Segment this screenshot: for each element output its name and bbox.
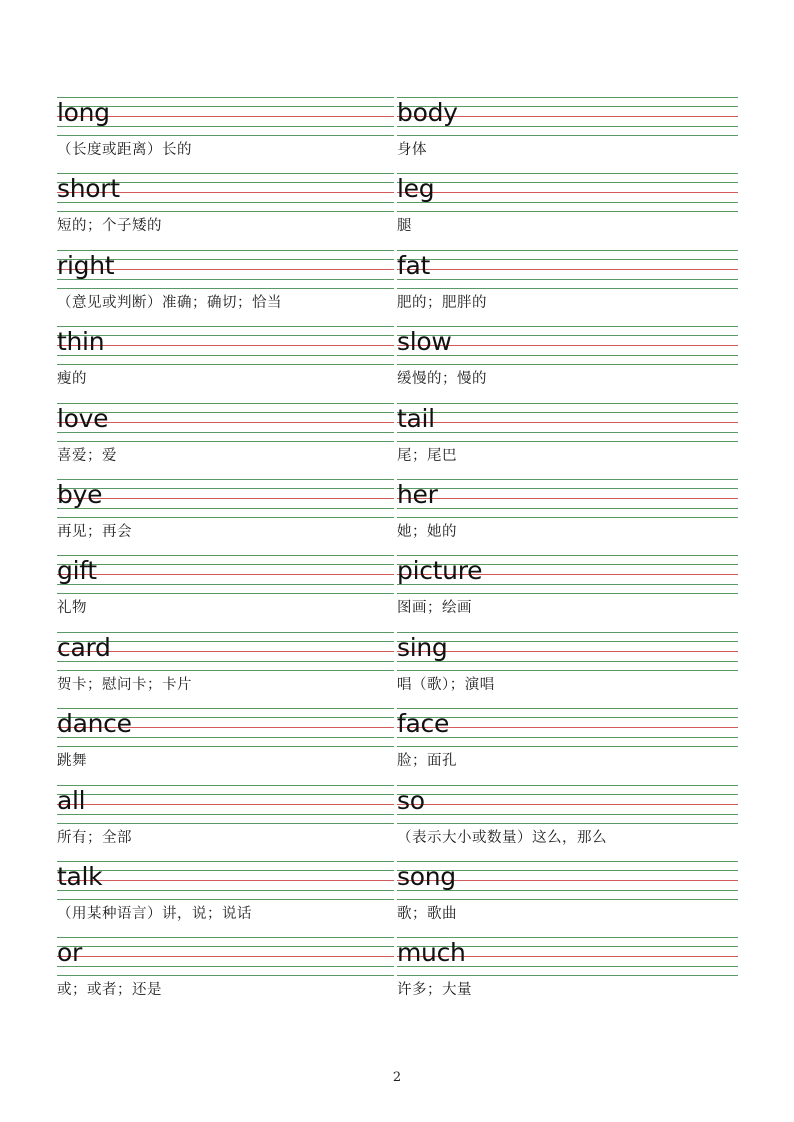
vocab-entry-left	[57, 403, 394, 479]
vocab-meaning: 许多；大量	[397, 982, 472, 998]
guide-line	[57, 670, 394, 671]
vocab-word: her	[397, 480, 438, 509]
vocab-entry-left	[57, 555, 394, 631]
guide-line	[57, 814, 394, 815]
guide-line	[57, 345, 394, 346]
vocab-row	[0, 250, 794, 326]
guide-line	[397, 279, 738, 280]
guide-line	[397, 508, 738, 509]
guide-line	[57, 498, 394, 499]
vocab-meaning: 唱（歌）；演唱	[397, 677, 495, 693]
guide-line	[57, 890, 394, 891]
guide-line	[397, 135, 738, 136]
four-line-guide	[57, 785, 394, 825]
guide-line	[397, 899, 738, 900]
guide-line	[397, 488, 738, 489]
vocab-meaning: 图画；绘画	[397, 600, 472, 616]
guide-line	[57, 593, 394, 594]
four-line-guide	[57, 555, 394, 595]
vocab-row	[0, 97, 794, 173]
vocab-row	[0, 173, 794, 249]
guide-line	[397, 269, 738, 270]
four-line-guide	[397, 403, 738, 443]
four-line-guide	[57, 861, 394, 901]
guide-line	[397, 785, 738, 786]
vocab-word: dance	[57, 709, 132, 738]
vocab-row	[0, 632, 794, 708]
page-number: 2	[392, 1070, 402, 1085]
guide-line	[57, 746, 394, 747]
vocab-meaning: 礼物	[57, 600, 87, 616]
vocab-word: much	[397, 938, 466, 967]
guide-line	[57, 823, 394, 824]
guide-line	[57, 946, 394, 947]
vocab-entry-left	[57, 250, 394, 326]
guide-line	[397, 432, 738, 433]
guide-line	[397, 288, 738, 289]
four-line-guide	[397, 479, 738, 519]
vocab-meaning: 再见；再会	[57, 524, 132, 540]
guide-line	[57, 584, 394, 585]
guide-line	[397, 498, 738, 499]
guide-line	[57, 508, 394, 509]
vocab-entry-left	[57, 479, 394, 555]
four-line-guide	[57, 937, 394, 977]
vocab-entry-right	[397, 403, 738, 479]
guide-line	[57, 804, 394, 805]
guide-line	[57, 135, 394, 136]
guide-line	[57, 335, 394, 336]
guide-line	[397, 975, 738, 976]
vocab-entry-right	[397, 479, 738, 555]
four-line-guide	[57, 326, 394, 366]
vocab-meaning: 瘦的	[57, 371, 87, 387]
guide-line	[57, 899, 394, 900]
guide-line	[57, 861, 394, 862]
vocab-meaning: 所有；全部	[57, 830, 132, 846]
vocab-word: fat	[397, 251, 431, 280]
guide-line	[397, 593, 738, 594]
vocab-meaning: 或；或者；还是	[57, 982, 162, 998]
vocab-row	[0, 861, 794, 937]
vocab-entry-right	[397, 173, 738, 249]
guide-line	[397, 632, 738, 633]
vocab-meaning: 短的；个子矮的	[57, 218, 162, 234]
vocab-word: tail	[397, 404, 435, 433]
vocab-meaning: 跳舞	[57, 753, 87, 769]
four-line-guide	[397, 173, 738, 213]
guide-line	[397, 441, 738, 442]
vocab-entry-right	[397, 708, 738, 784]
vocab-word: sing	[397, 633, 448, 662]
vocab-meaning: （意见或判断）准确；确切；恰当	[57, 295, 282, 311]
guide-line	[397, 364, 738, 365]
guide-line	[57, 288, 394, 289]
vocab-word: talk	[57, 862, 103, 891]
vocab-word: short	[57, 174, 120, 203]
guide-line	[397, 670, 738, 671]
vocab-entry-right	[397, 785, 738, 861]
guide-line	[397, 192, 738, 193]
four-line-guide	[57, 479, 394, 519]
vocab-word: face	[397, 709, 450, 738]
vocab-entry-right	[397, 632, 738, 708]
guide-line	[397, 403, 738, 404]
vocab-meaning: 尾；尾巴	[397, 448, 457, 464]
guide-line	[397, 794, 738, 795]
vocab-entry-left	[57, 785, 394, 861]
vocab-entry-right	[397, 861, 738, 937]
guide-line	[57, 564, 394, 565]
vocab-word: or	[57, 938, 82, 967]
guide-line	[397, 479, 738, 480]
vocab-meaning: 喜爱；爱	[57, 448, 117, 464]
guide-line	[57, 326, 394, 327]
guide-line	[397, 814, 738, 815]
vocab-meaning: （表示大小或数量）这么，那么	[397, 830, 607, 846]
guide-line	[57, 441, 394, 442]
vocab-word: slow	[397, 327, 452, 356]
vocab-word: all	[57, 786, 86, 815]
vocab-row	[0, 555, 794, 631]
vocab-word: love	[57, 404, 109, 433]
guide-line	[57, 794, 394, 795]
vocab-meaning: 贺卡；慰问卡；卡片	[57, 677, 192, 693]
guide-line	[57, 937, 394, 938]
vocab-word: so	[397, 786, 425, 815]
vocab-word: song	[397, 862, 456, 891]
guide-line	[397, 746, 738, 747]
guide-line	[57, 517, 394, 518]
guide-line	[397, 823, 738, 824]
guide-line	[57, 364, 394, 365]
guide-line	[57, 211, 394, 212]
four-line-guide	[397, 250, 738, 290]
vocab-meaning: 肥的；肥胖的	[397, 295, 487, 311]
vocab-meaning: 身体	[397, 142, 427, 158]
guide-line	[57, 355, 394, 356]
vocab-meaning: （用某种语言）讲，说；说话	[57, 906, 252, 922]
vocab-entry-left	[57, 861, 394, 937]
vocab-meaning: 腿	[397, 218, 412, 234]
vocab-meaning: 缓慢的；慢的	[397, 371, 487, 387]
four-line-guide	[397, 632, 738, 672]
vocab-entry-right	[397, 937, 738, 1013]
vocab-entry-left	[57, 326, 394, 402]
vocab-row	[0, 708, 794, 784]
guide-line	[397, 651, 738, 652]
guide-line	[397, 422, 738, 423]
guide-line	[397, 412, 738, 413]
guide-line	[57, 555, 394, 556]
guide-line	[57, 880, 394, 881]
vocab-word: thin	[57, 327, 105, 356]
guide-line	[57, 956, 394, 957]
guide-line	[57, 870, 394, 871]
vocab-row	[0, 403, 794, 479]
vocab-meaning: 她；她的	[397, 524, 457, 540]
vocab-entry-left	[57, 937, 394, 1013]
guide-line	[397, 173, 738, 174]
four-line-guide	[397, 785, 738, 825]
vocab-word: card	[57, 633, 111, 662]
vocab-word: gift	[57, 556, 97, 585]
vocab-meaning: 歌；歌曲	[397, 906, 457, 922]
vocab-entry-left	[57, 632, 394, 708]
vocab-row	[0, 785, 794, 861]
guide-line	[397, 517, 738, 518]
vocab-word: long	[57, 98, 110, 127]
guide-line	[397, 259, 738, 260]
vocab-meaning: 脸；面孔	[397, 753, 457, 769]
vocab-entry-right	[397, 97, 738, 173]
vocab-word: bye	[57, 480, 103, 509]
guide-line	[57, 785, 394, 786]
guide-line	[397, 182, 738, 183]
guide-line	[57, 975, 394, 976]
vocab-entry-right	[397, 555, 738, 631]
guide-line	[397, 661, 738, 662]
vocab-entry-right	[397, 326, 738, 402]
guide-line	[397, 804, 738, 805]
guide-line	[57, 966, 394, 967]
vocab-entry-left	[57, 708, 394, 784]
vocab-word: picture	[397, 556, 483, 585]
guide-line	[397, 641, 738, 642]
vocab-entry-left	[57, 97, 394, 173]
guide-line	[397, 202, 738, 203]
vocab-word: body	[397, 98, 458, 127]
vocab-word: right	[57, 251, 115, 280]
guide-line	[397, 211, 738, 212]
vocab-meaning: （长度或距离）长的	[57, 142, 192, 158]
guide-line	[57, 488, 394, 489]
vocab-row	[0, 937, 794, 1013]
vocab-row	[0, 479, 794, 555]
guide-line	[57, 479, 394, 480]
vocab-entry-right	[397, 250, 738, 326]
guide-line	[57, 574, 394, 575]
guide-line	[397, 250, 738, 251]
vocab-row	[0, 326, 794, 402]
vocab-word: leg	[397, 174, 435, 203]
vocab-entry-left	[57, 173, 394, 249]
